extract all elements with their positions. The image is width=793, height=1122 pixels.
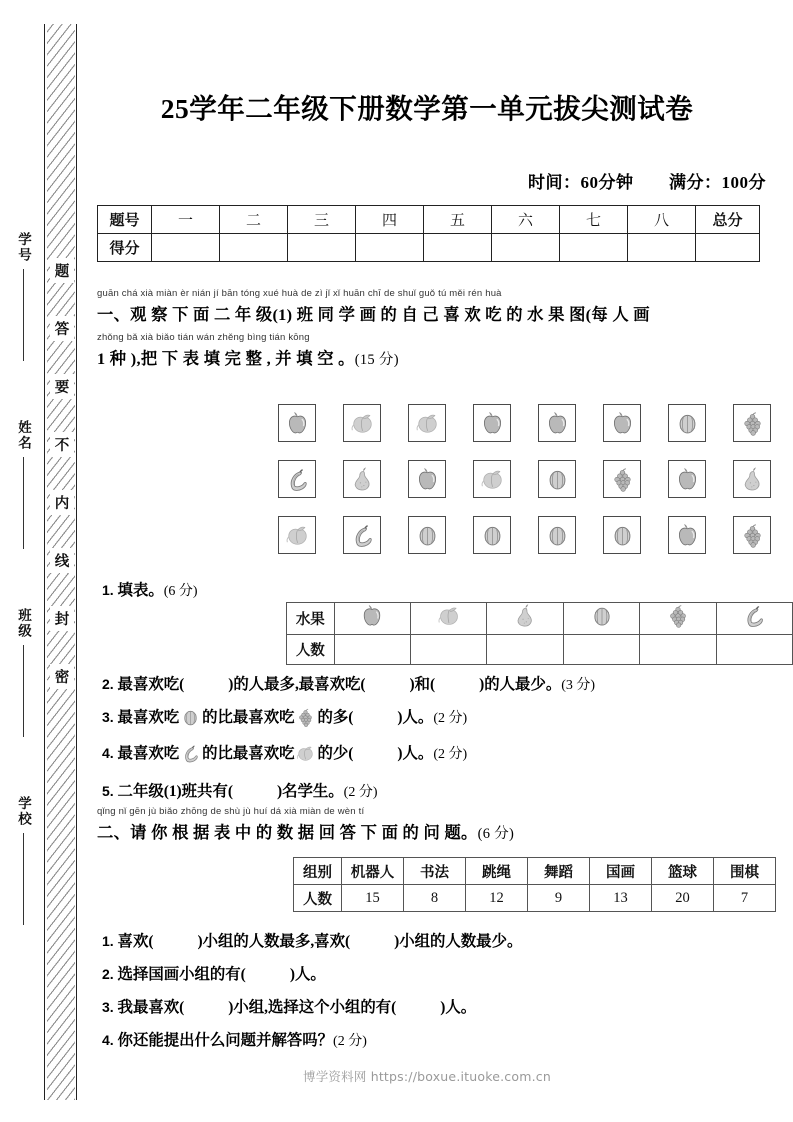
id-field-label: 班级: [16, 608, 31, 639]
count-cell[interactable]: [640, 635, 716, 665]
question-points: (2 分): [433, 747, 468, 762]
question-points: (2 分): [333, 1034, 367, 1049]
group-name-cell: 篮球: [652, 858, 714, 885]
table-row-groups: [294, 858, 776, 885]
score-table-col-6: 六: [492, 206, 560, 234]
question-number: 3.: [102, 709, 114, 725]
group-value-cell: 9: [528, 885, 590, 912]
watermelon-icon: [544, 522, 571, 549]
id-field-writing-line[interactable]: [23, 645, 24, 737]
count-cell[interactable]: [716, 635, 792, 665]
grapes-icon: [739, 410, 766, 437]
group-name-cell: 书法: [404, 858, 466, 885]
question-number: 1.: [102, 582, 114, 598]
apple-icon: [479, 410, 506, 437]
fruit-cell-banana: [278, 460, 316, 498]
count-cell[interactable]: [563, 635, 639, 665]
pear-icon: [739, 466, 766, 493]
banana-icon: [349, 522, 376, 549]
seal-rule-left: [44, 24, 45, 1100]
fruit-count-table: [286, 602, 793, 665]
watermelon-icon: [674, 410, 701, 437]
apple-icon: [544, 410, 571, 437]
section-1-points: (15 分): [354, 352, 399, 368]
fruit-cell-apple: [668, 516, 706, 554]
question-segment: 的多(: [317, 709, 354, 726]
group-name-cell: 围棋: [714, 858, 776, 885]
fruit-cell-grapes: [603, 460, 641, 498]
question-segment: 最喜欢吃: [117, 709, 180, 726]
id-field-writing-line[interactable]: [23, 269, 24, 361]
section-2-text-line-wrap: [97, 819, 787, 843]
apple-icon: [609, 410, 636, 437]
seal-char-6: 封: [50, 606, 74, 631]
question-segment: )人。: [289, 966, 326, 983]
score-cell-total[interactable]: [696, 234, 760, 262]
section-1-heading: [97, 288, 787, 369]
id-field-student-number[interactable]: [6, 232, 40, 361]
fruit-cell-pear: [343, 460, 381, 498]
score-table-col-1: 一: [152, 206, 220, 234]
seal-char-5: 线: [50, 548, 74, 573]
question-segment: )人。: [397, 745, 434, 762]
question-text: 你还能提出什么问题并解答吗？: [117, 1032, 334, 1049]
score-table-col-8: 八: [628, 206, 696, 234]
question-segment: 二年级(1)班共有(: [117, 783, 233, 800]
fruit-cell-watermelon: [668, 404, 706, 442]
group-table-row-header: 组别: [294, 858, 342, 885]
seal-line-strip: [0, 0, 88, 1122]
watermark-text: 博学资料网 https://boxue.ituoke.com.cn: [303, 1069, 551, 1084]
fruit-picture-grid: [278, 404, 793, 572]
fruit-cell-watermelon: [408, 516, 446, 554]
table-row-headers: [98, 206, 760, 234]
question-number: 2.: [102, 966, 114, 982]
score-cell[interactable]: [560, 234, 628, 262]
fruit-cell-grapes: [733, 516, 771, 554]
fruit-cell-banana: [343, 516, 381, 554]
question-segment: 选择国画小组的有(: [117, 966, 246, 983]
score-cell[interactable]: [220, 234, 288, 262]
section-2-question-2: [102, 962, 326, 984]
banana-icon: [741, 603, 767, 629]
group-value-cell: 7: [714, 885, 776, 912]
id-field-label: 学校: [16, 796, 31, 827]
fruit-cell-peach: [343, 404, 381, 442]
fruit-cell-apple: [603, 404, 641, 442]
id-field-name[interactable]: [6, 420, 40, 549]
score-cell[interactable]: [288, 234, 356, 262]
id-field-school[interactable]: [6, 796, 40, 925]
peach-icon: [284, 522, 311, 549]
score-cell[interactable]: [628, 234, 696, 262]
question-segment: )小组,选择这个小组的有(: [228, 999, 397, 1016]
table-row-fruits: [287, 603, 793, 635]
fruit-cell-apple: [668, 460, 706, 498]
group-name-cell: 国画: [590, 858, 652, 885]
score-table-col-2: 二: [220, 206, 288, 234]
question-number: 5.: [102, 783, 114, 799]
peach-icon: [479, 466, 506, 493]
score-table-col-7: 七: [560, 206, 628, 234]
fruit-table-row-header: 水果: [287, 603, 335, 635]
exam-sheet: [88, 0, 793, 1122]
group-value-cell: 20: [652, 885, 714, 912]
question-segment: )小组的人数最多,喜欢(: [197, 933, 351, 950]
apple-icon: [674, 466, 701, 493]
question-points: (2 分): [433, 711, 468, 726]
section-1-question-4: [102, 741, 467, 769]
question-segment: )名学生。: [276, 783, 344, 800]
question-segment: 的比最喜欢吃: [202, 745, 295, 762]
id-field-writing-line[interactable]: [23, 457, 24, 549]
watermelon-icon: [609, 522, 636, 549]
pear-icon: [349, 466, 376, 493]
section-2-question-1: [102, 929, 522, 951]
score-table-row-header: 题号: [98, 206, 152, 234]
question-segment: 的少(: [317, 745, 354, 762]
fruit-cell-apple: [473, 404, 511, 442]
apple-icon: [674, 522, 701, 549]
watermelon-icon: [589, 603, 615, 629]
score-table-col-4: 四: [356, 206, 424, 234]
score-table-col-3: 三: [288, 206, 356, 234]
question-number: 2.: [102, 676, 114, 692]
banana-icon: [180, 751, 201, 768]
question-segment: 喜欢(: [117, 933, 154, 950]
section-1-text-line-2-wrap: [97, 345, 787, 369]
exam-meta: [528, 168, 766, 193]
id-field-label: 姓名: [16, 420, 31, 451]
score-table: [97, 205, 760, 262]
section-2-question-3: [102, 995, 476, 1017]
section-1-question-5: [102, 779, 378, 801]
question-number: 1.: [102, 933, 114, 949]
section-2-question-4: [102, 1028, 367, 1050]
question-points: (3 分): [561, 678, 596, 693]
group-value-cell: 8: [404, 885, 466, 912]
grapes-icon: [609, 466, 636, 493]
fruit-table-cell-pear: [487, 603, 563, 635]
peach-icon: [295, 751, 316, 768]
watermelon-icon: [544, 466, 571, 493]
peach-icon: [349, 410, 376, 437]
fruit-cell-peach: [473, 460, 511, 498]
section-2-heading: [97, 806, 787, 843]
fruit-cell-watermelon: [538, 460, 576, 498]
fruit-table-cell-watermelon: [563, 603, 639, 635]
question-segment: 最喜欢吃(: [117, 676, 185, 693]
table-row-counts: [287, 635, 793, 665]
peach-icon: [414, 410, 441, 437]
fruit-cell-apple: [538, 404, 576, 442]
group-data-table: [293, 857, 776, 912]
banana-icon: [284, 466, 311, 493]
group-name-cell: 机器人: [342, 858, 404, 885]
page-title: 25学年二年级下册数学第一单元拔尖测试卷: [160, 93, 694, 124]
question-number: 4.: [102, 745, 114, 761]
seal-char-0: 题: [50, 258, 74, 283]
section-1-question-3: [102, 705, 467, 733]
apple-icon: [359, 603, 385, 629]
pear-icon: [512, 603, 538, 629]
table-row-scores: [98, 234, 760, 262]
watermelon-icon: [479, 522, 506, 549]
question-points: (6 分): [163, 584, 198, 599]
count-cell[interactable]: [487, 635, 563, 665]
apple-icon: [414, 466, 441, 493]
seal-char-2: 要: [50, 374, 74, 399]
section-1-text-line-1: 一、观 察 下 面 二 年 级(1) 班 同 学 画 的 自 己 喜 欢 吃 的 水 果 图(每 人 画: [97, 305, 650, 324]
fruit-cell-apple: [408, 460, 446, 498]
exam-total-score-label: 满分：100分: [669, 173, 766, 192]
fruit-cell-pear: [733, 460, 771, 498]
score-cell[interactable]: [492, 234, 560, 262]
question-segment: 最喜欢吃: [117, 745, 180, 762]
grapes-icon: [665, 603, 691, 629]
fruit-cell-watermelon: [603, 516, 641, 554]
fruit-cell-watermelon: [538, 516, 576, 554]
score-table-row-header: 得分: [98, 234, 152, 262]
score-cell[interactable]: [424, 234, 492, 262]
score-cell[interactable]: [356, 234, 424, 262]
question-text: 填表。: [117, 582, 164, 599]
seal-char-4: 内: [50, 490, 74, 515]
group-name-cell: 舞蹈: [528, 858, 590, 885]
table-row-values: [294, 885, 776, 912]
fruit-cell-apple: [278, 404, 316, 442]
watermelon-icon: [414, 522, 441, 549]
fruit-cell-peach: [408, 404, 446, 442]
score-table-col-total: 总分: [696, 206, 760, 234]
question-segment: )和(: [409, 676, 436, 693]
section-1-question-2: [102, 672, 595, 694]
seal-rule-right: [76, 24, 77, 1100]
count-cell[interactable]: [411, 635, 487, 665]
seal-char-3: 不: [50, 432, 74, 457]
apple-icon: [284, 410, 311, 437]
question-segment: )人。: [397, 709, 434, 726]
id-field-class[interactable]: [6, 608, 40, 737]
seal-char-7: 密: [50, 664, 74, 689]
question-segment: )的人最少。: [479, 676, 562, 693]
id-field-label: 学号: [16, 232, 31, 263]
question-number: 3.: [102, 999, 114, 1015]
fruit-table-cell-banana: [716, 603, 792, 635]
section-1-text-line-2: 1 种 ),把 下 表 填 完 整 , 并 填 空 。: [97, 349, 355, 368]
group-value-cell: 12: [466, 885, 528, 912]
watermelon-icon: [180, 715, 201, 732]
question-segment: )的人最多,最喜欢吃(: [228, 676, 366, 693]
exam-time-label: 时间：60分钟: [528, 173, 634, 192]
group-value-cell: 13: [590, 885, 652, 912]
group-table-row-header: 人数: [294, 885, 342, 912]
peach-icon: [436, 603, 462, 629]
grapes-icon: [739, 522, 766, 549]
fruit-table-row-header: 人数: [287, 635, 335, 665]
question-number: 4.: [102, 1032, 114, 1048]
section-1-pinyin-line-1: guān chá xià miàn èr nián jí bān tóng xué huà de zì jǐ xǐ huān chī de shuǐ guǒ tú měi rén huà: [97, 288, 502, 299]
question-segment: )小组的人数最少。: [394, 933, 523, 950]
fruit-table-cell-peach: [411, 603, 487, 635]
question-segment: 的比最喜欢吃: [202, 709, 295, 726]
count-cell[interactable]: [334, 635, 410, 665]
score-cell[interactable]: [152, 234, 220, 262]
section-2-text-line: 二、请 你 根 据 表 中 的 数 据 回 答 下 面 的 问 题。: [97, 823, 478, 842]
fruit-cell-watermelon: [473, 516, 511, 554]
grapes-icon: [295, 715, 316, 732]
section-2-points: (6 分): [477, 826, 515, 842]
fruit-cell-peach: [278, 516, 316, 554]
question-segment: )人。: [440, 999, 477, 1016]
id-field-writing-line[interactable]: [23, 833, 24, 925]
section-1-pinyin-line-2: zhǒng bǎ xià biǎo tián wán zhěng bìng tián kōng: [97, 332, 310, 343]
fruit-table-cell-grapes: [640, 603, 716, 635]
seal-char-1: 答: [50, 316, 74, 341]
section-2-pinyin-line: qǐng nǐ gēn jù biǎo zhōng de shù jù huí dá xià miàn de wèn tí: [97, 806, 365, 817]
fruit-cell-grapes: [733, 404, 771, 442]
question-segment: 我最喜欢(: [117, 999, 185, 1016]
group-value-cell: 15: [342, 885, 404, 912]
fruit-table-cell-apple: [334, 603, 410, 635]
question-points: (2 分): [343, 785, 378, 800]
group-name-cell: 跳绳: [466, 858, 528, 885]
section-1-question-1: [102, 578, 198, 600]
score-table-col-5: 五: [424, 206, 492, 234]
